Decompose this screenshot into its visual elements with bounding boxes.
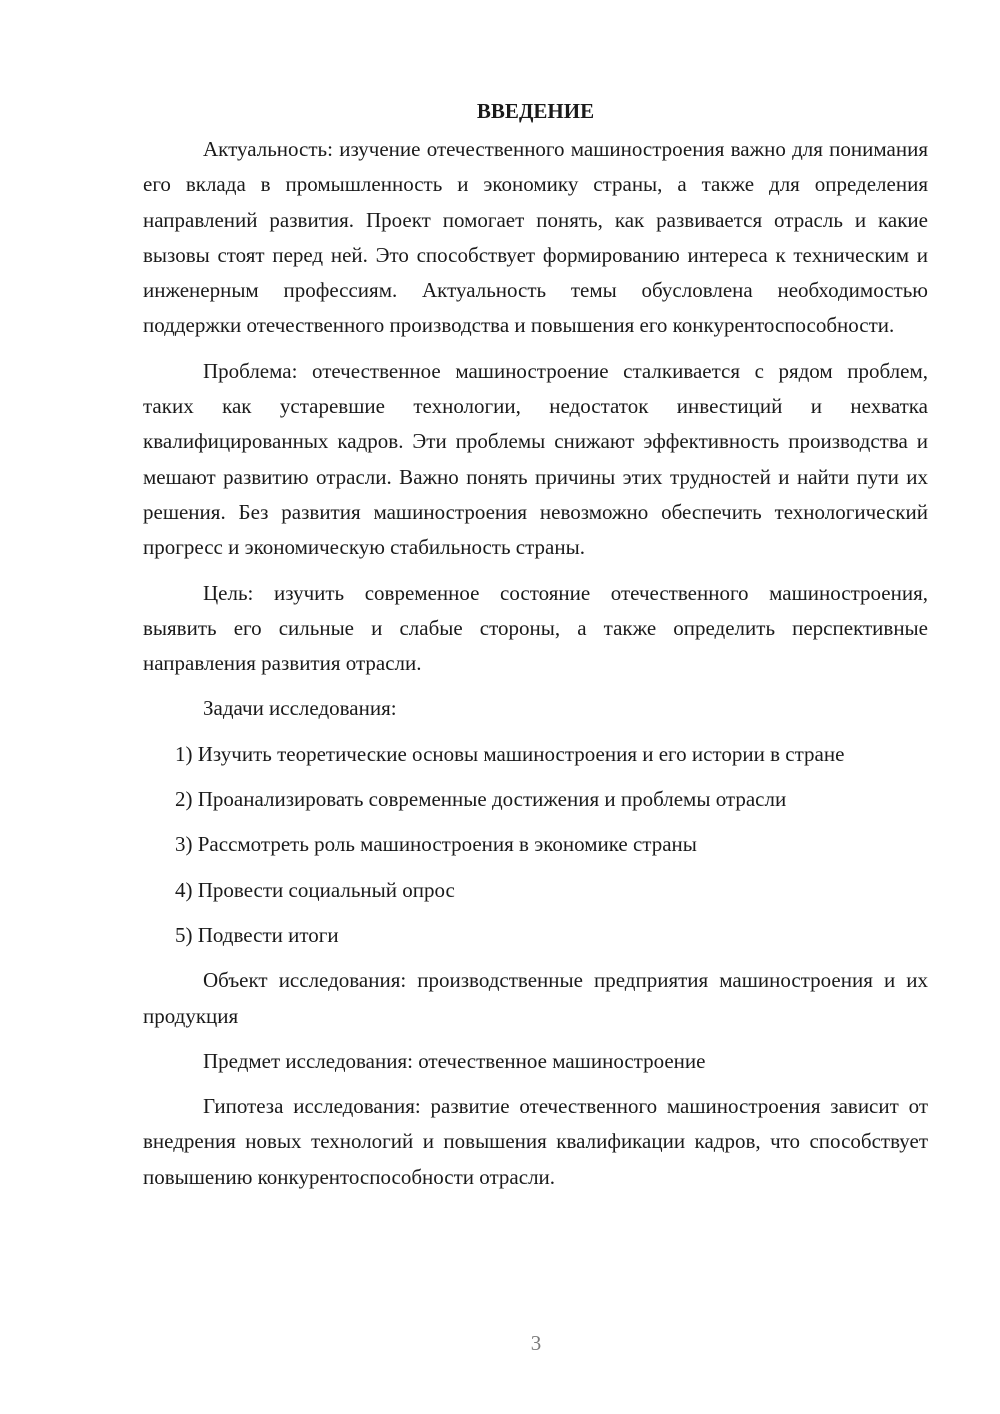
relevance-paragraph: Актуальность: изучение отечественного машиностроения важно для понимания его вклада в промышленность и экономику страны, а также для определения направлений развития. Проект помогает понять, как развивается отрасль и какие вызовы стоят перед ней. Это способствует формированию интереса к техническим и инженерным профессиям. Актуальность темы обусловлена необходимостью поддержки отечественного производства и повышения его конкурентоспособности. xyxy=(143,137,928,338)
goal-paragraph: Цель: изучить современное состояние отечественного машиностроения, выявить его сильные и слабые стороны, а также определить перспективные направления развития отрасли. xyxy=(143,580,928,676)
task-list-item: 1) Изучить теоретические основы машиностроения и его истории в стране xyxy=(175,741,845,766)
page-title: ВВЕДЕНИЕ xyxy=(476,99,595,123)
hypothesis-paragraph: Гипотеза исследования: развитие отечественного машиностроения зависит от внедрения новых технологий и повышения квалификации кадров, что способствует повышению конкурентоспособности отрасли. xyxy=(143,1094,928,1189)
page-content xyxy=(143,93,928,1205)
task-list-item: 4) Провести социальный опрос xyxy=(175,877,455,902)
task-list-item: 3) Рассмотреть роль машиностроения в экономике страны xyxy=(175,832,697,857)
task-list-item: 5) Подвести итоги xyxy=(175,922,339,947)
problem-paragraph: Проблема: отечественное машиностроение сталкивается с рядом проблем, таких как устаревшие технологии, недостаток инвестиций и нехватка квалифицированных кадров. Эти проблемы снижают эффективность производства и мешают развитию отрасли. Важно понять причины этих трудностей и найти пути их решения. Без развития машиностроения невозможно обеспечить технологический прогресс и экономическую стабильность страны. xyxy=(143,358,928,560)
subject-paragraph: Предмет исследования: отечественное машиностроение xyxy=(203,1048,706,1073)
tasks-heading: Задачи исследования: xyxy=(203,696,397,721)
page-number: 3 xyxy=(530,1331,542,1355)
task-list-item: 2) Проанализировать современные достижения и проблемы отрасли xyxy=(175,787,787,812)
object-paragraph: Объект исследования: производственные предприятия машиностроения и их продукция xyxy=(143,968,928,1028)
